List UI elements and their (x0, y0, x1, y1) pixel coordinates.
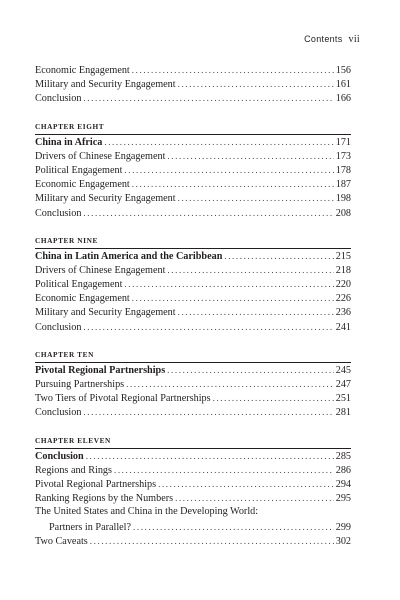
toc-entry-title: Two Tiers of Pivotal Regional Partnerships (35, 393, 211, 405)
toc-entry-page: 226 (335, 293, 351, 305)
toc-entry-title: Drivers of Chinese Engagement (35, 264, 166, 276)
toc-entry[interactable] (35, 191, 351, 205)
toc-entry[interactable] (35, 463, 351, 477)
toc-entry-title: Partners in Parallel? (49, 521, 132, 533)
toc-entry-page: 286 (335, 464, 351, 476)
dot-leader (167, 149, 333, 163)
lead-entries (35, 63, 351, 106)
chapter-page: 215 (335, 250, 351, 262)
toc-entry-page: 241 (335, 321, 351, 333)
chapter-title-entry[interactable] (35, 249, 351, 263)
toc-entry[interactable] (35, 520, 351, 534)
toc-entry[interactable] (35, 291, 351, 305)
toc-entry-title: Political Engagement (35, 279, 123, 291)
toc-entry-page: 198 (335, 193, 351, 205)
dot-leader (83, 320, 333, 334)
toc-entry[interactable] (35, 477, 351, 491)
chapter-label: CHAPTER ELEVEN (35, 435, 111, 445)
chapter-page: 285 (335, 450, 351, 462)
toc-entry-title: Pivotal Regional Partnerships (35, 478, 157, 490)
toc-entry-page: 299 (335, 521, 351, 533)
toc-entry[interactable] (35, 305, 351, 319)
dot-leader (213, 391, 334, 405)
toc-entry-title: Conclusion (35, 321, 82, 333)
dot-leader (90, 534, 334, 548)
chapter-title-entry[interactable] (35, 449, 351, 463)
dot-leader (132, 63, 334, 77)
toc-entry-page: 236 (335, 307, 351, 319)
dot-leader (83, 405, 333, 419)
toc-entry[interactable] (35, 63, 351, 77)
dot-leader (158, 477, 334, 491)
chapter-title: Pivotal Regional Partnerships (35, 364, 166, 376)
toc-entry[interactable] (35, 149, 351, 163)
chapter-block (35, 248, 351, 334)
dot-leader (124, 163, 333, 177)
toc-entry[interactable] (35, 405, 351, 419)
dot-leader (104, 135, 333, 149)
toc-entry-page: 294 (335, 478, 351, 490)
dot-leader (126, 377, 334, 391)
table-of-contents (35, 63, 351, 548)
toc-entry-page: 247 (335, 379, 351, 390)
dot-leader (83, 91, 333, 105)
chapter-label: CHAPTER NINE (35, 235, 98, 245)
toc-entry-page: 208 (335, 207, 351, 219)
toc-entry-title: Drivers of Chinese Engagement (35, 150, 166, 162)
chapter-page: 245 (335, 364, 351, 376)
toc-entry[interactable] (35, 377, 351, 391)
chapter-label: CHAPTER EIGHT (35, 121, 105, 131)
toc-entry-title: Pursuing Partnerships (35, 379, 125, 390)
chapter-block (35, 134, 351, 220)
toc-entry-title: Economic Engagement (35, 179, 130, 191)
toc-entry[interactable] (35, 91, 351, 105)
chapter-title: China in Latin America and the Caribbean (35, 250, 223, 262)
chapter-title: China in Africa (35, 136, 103, 148)
chapter-label: CHAPTER TEN (35, 349, 94, 359)
toc-entry-title: Economic Engagement (35, 293, 130, 305)
dot-leader (167, 363, 334, 377)
toc-entry-title: Two Caveats (35, 535, 88, 547)
toc-entry-page: 302 (335, 535, 351, 547)
dot-leader (132, 177, 334, 191)
toc-entry[interactable] (35, 491, 351, 505)
toc-entry[interactable] (35, 391, 351, 405)
toc-entry-page: 166 (335, 93, 351, 105)
toc-entry-page: 156 (335, 65, 351, 76)
chapter-title: Conclusion (35, 450, 84, 462)
toc-entry[interactable] (35, 206, 351, 220)
toc-entry-title: Regions and Rings (35, 464, 112, 476)
dot-leader (224, 249, 333, 263)
chapter-title-entry[interactable] (35, 135, 351, 149)
toc-entry-page: 281 (335, 407, 351, 419)
toc-entry-page: 178 (335, 164, 351, 176)
toc-entry-title: Conclusion (35, 407, 82, 419)
dot-leader (114, 463, 334, 477)
toc-entry-title: Conclusion (35, 93, 82, 105)
toc-entry-title: Conclusion (35, 207, 82, 219)
toc-entry-page: 220 (335, 279, 351, 291)
toc-entry-title: Military and Security Engagement (35, 193, 176, 205)
toc-entry[interactable] (35, 163, 351, 177)
chapter-page: 171 (335, 136, 351, 148)
dot-leader (175, 491, 334, 505)
toc-entry-page: 218 (335, 264, 351, 276)
dot-leader (178, 77, 334, 91)
toc-entry[interactable] (35, 263, 351, 277)
toc-entry-title: Ranking Regions by the Numbers (35, 493, 174, 505)
dot-leader (124, 277, 333, 291)
running-head (304, 34, 360, 45)
toc-entry[interactable] (35, 277, 351, 291)
dot-leader (132, 291, 334, 305)
dot-leader (178, 305, 334, 319)
dot-leader (86, 449, 334, 463)
toc-entry-title: Economic Engagement (35, 65, 130, 76)
dot-leader (178, 191, 334, 205)
toc-entry-page: 161 (335, 79, 351, 91)
toc-entry[interactable] (35, 505, 351, 519)
toc-entry[interactable] (35, 77, 351, 91)
chapter-title-entry[interactable] (35, 363, 351, 377)
toc-entry-title: Military and Security Engagement (35, 307, 176, 319)
toc-entry-title: The United States and China in the Developing World: (35, 506, 259, 518)
dot-leader (133, 520, 334, 534)
running-head-section: Contents (304, 34, 343, 44)
chapter-block (35, 448, 351, 548)
toc-entry[interactable] (35, 534, 351, 548)
toc-entry[interactable] (35, 177, 351, 191)
toc-entry-title: Political Engagement (35, 164, 123, 176)
chapter-block (35, 362, 351, 420)
dot-leader (167, 263, 333, 277)
toc-entry-page: 251 (335, 393, 351, 405)
toc-entry-title: Military and Security Engagement (35, 79, 176, 91)
toc-entry[interactable] (35, 320, 351, 334)
toc-entry-page: 295 (335, 493, 351, 505)
toc-entry-page: 173 (335, 150, 351, 162)
toc-entry-page: 187 (335, 179, 351, 191)
running-head-page-number: vii (348, 34, 360, 45)
dot-leader (83, 206, 333, 220)
